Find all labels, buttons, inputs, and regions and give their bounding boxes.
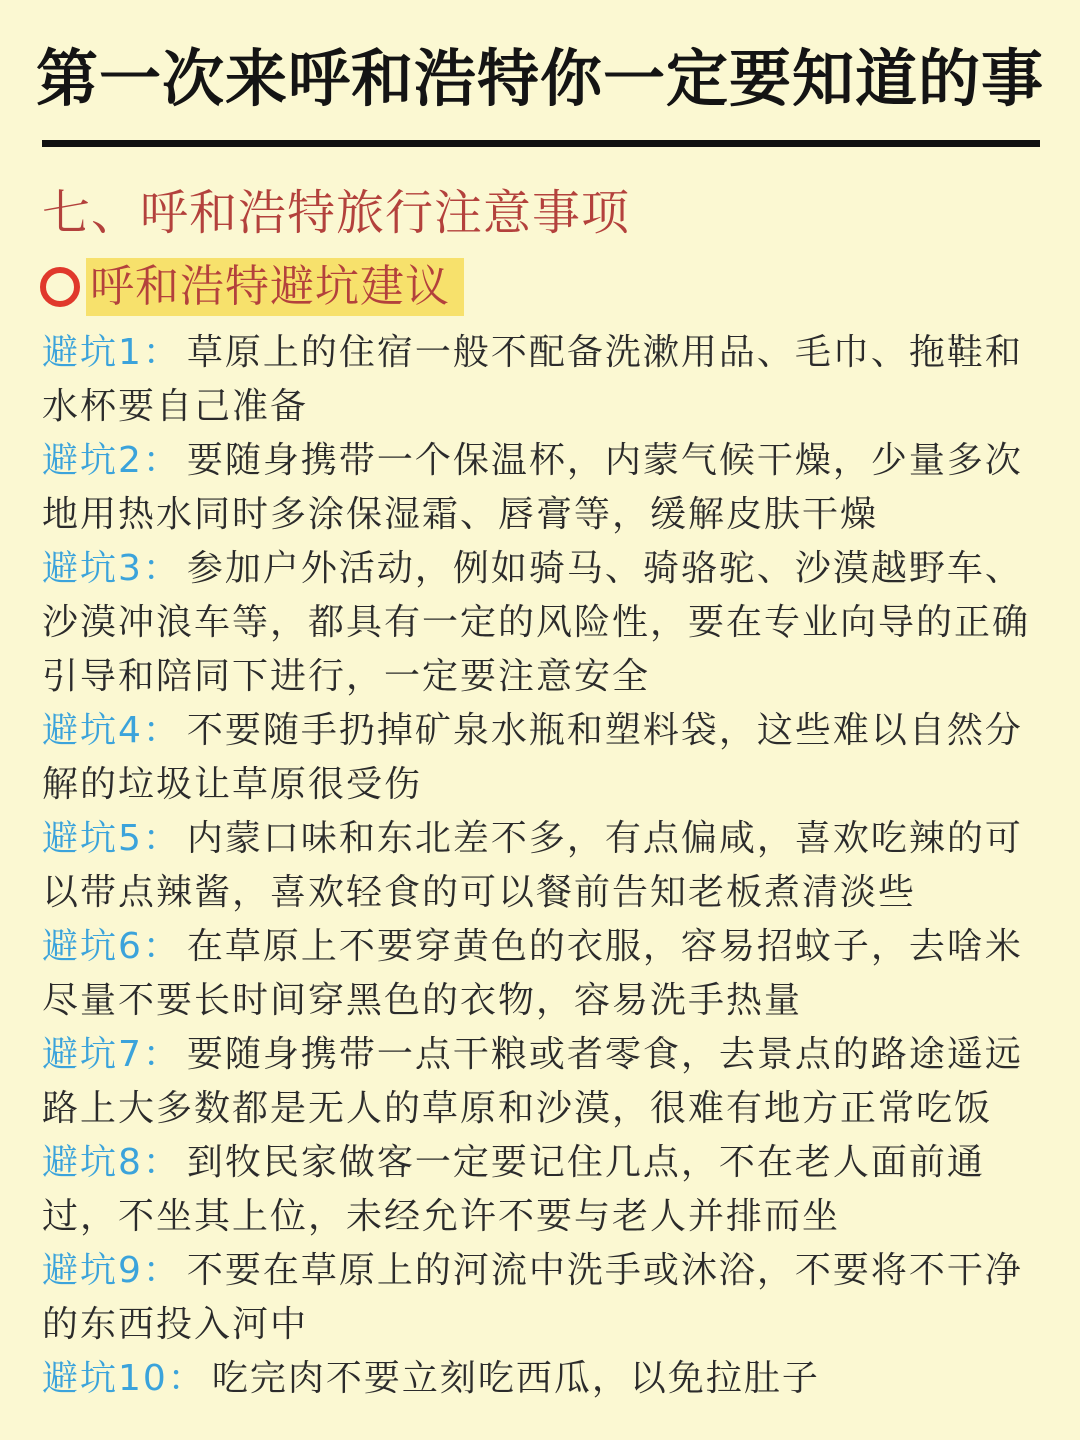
tip-text: 到牧民家做客一定要记住几点，不在老人面前通过，不坐其上位，未经允许不要与老人并排而坐 xyxy=(42,1142,985,1237)
tip-text: 内蒙口味和东北差不多，有点偏咸，喜欢吃辣的可以带点辣酱，喜欢轻食的可以餐前告知老板煮清淡些 xyxy=(42,818,1023,913)
tip-item xyxy=(42,542,1032,704)
tip-text: 不要在草原上的河流中洗手或沐浴，不要将不干净的东西投入河中 xyxy=(42,1250,1023,1345)
tip-label: 避坑3： xyxy=(42,548,181,589)
tip-text: 不要随手扔掉矿泉水瓶和塑料袋，这些难以自然分解的垃圾让草原很受伤 xyxy=(42,710,1023,805)
tip-text: 要随身携带一个保温杯，内蒙气候干燥，少量多次地用热水同时多涂保湿霜、唇膏等，缓解皮肤干燥 xyxy=(42,440,1023,535)
tip-item xyxy=(42,1244,1032,1352)
tip-label: 避坑7： xyxy=(42,1034,181,1075)
tip-label: 避坑10： xyxy=(42,1358,206,1399)
tip-label: 避坑8： xyxy=(42,1142,181,1183)
tip-text: 要随身携带一点干粮或者零食，去景点的路途遥远路上大多数都是无人的草原和沙漠，很难有地方正常吃饭 xyxy=(42,1034,1023,1129)
tip-item xyxy=(42,1136,1032,1244)
sub-heading xyxy=(40,258,464,316)
tip-item xyxy=(42,434,1032,542)
tip-item xyxy=(42,812,1032,920)
tip-label: 避坑6： xyxy=(42,926,181,967)
tip-label: 避坑9： xyxy=(42,1250,181,1291)
tip-text: 吃完肉不要立刻吃西瓜，以免拉肚子 xyxy=(211,1358,820,1399)
tip-item xyxy=(42,1028,1032,1136)
sub-heading-label: 呼和浩特避坑建议 xyxy=(86,258,464,316)
tip-item xyxy=(42,920,1032,1028)
tip-text: 在草原上不要穿黄色的衣服，容易招蚊子，去啥米尽量不要长时间穿黑色的衣物，容易洗手热量 xyxy=(42,926,1023,1021)
tip-label: 避坑5： xyxy=(42,818,181,859)
tip-text: 参加户外活动，例如骑马、骑骆驼、沙漠越野车、沙漠冲浪车等，都具有一定的风险性，要在专业向导的正确引导和陪同下进行，一定要注意安全 xyxy=(42,548,1031,697)
tip-text: 草原上的住宿一般不配备洗漱用品、毛巾、拖鞋和水杯要自己准备 xyxy=(42,332,1023,427)
section-heading: 七、呼和浩特旅行注意事项 xyxy=(42,185,631,241)
tip-label: 避坑1： xyxy=(42,332,181,373)
title-divider xyxy=(42,140,1040,147)
circle-icon xyxy=(40,267,80,307)
tip-item xyxy=(42,326,1032,434)
tip-item xyxy=(42,704,1032,812)
tip-item xyxy=(42,1352,1032,1406)
tip-label: 避坑2： xyxy=(42,440,181,481)
tip-label: 避坑4： xyxy=(42,710,181,751)
page-title: 第一次来呼和浩特你一定要知道的事 xyxy=(35,42,1044,115)
tips-list xyxy=(42,326,1032,1406)
